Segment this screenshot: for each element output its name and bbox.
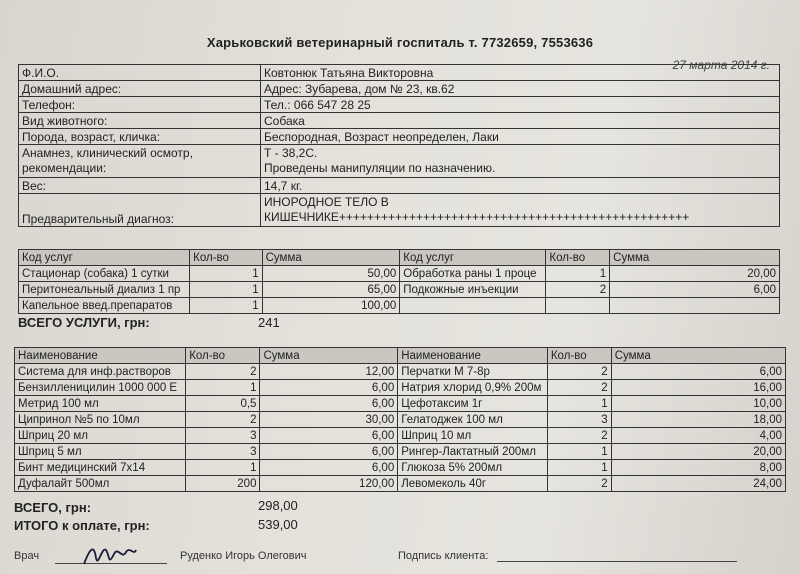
info-label: Ф.И.О. bbox=[19, 65, 261, 81]
table-cell: Шприц 20 мл bbox=[15, 428, 186, 444]
info-value: Адрес: Зубарева, дом № 23, кв.62 bbox=[261, 81, 780, 97]
grand-total-value: 539,00 bbox=[258, 517, 298, 532]
table-cell: Натрия хлорид 0,9% 200м bbox=[398, 380, 548, 396]
table-cell: Шприц 5 мл bbox=[15, 444, 186, 460]
table-cell: 3 bbox=[186, 444, 260, 460]
anamnesis-line-2: Проведены манипуляции по назначению. bbox=[264, 161, 496, 175]
services-total-label: ВСЕГО УСЛУГИ, грн: bbox=[18, 315, 150, 330]
services-total-value: 241 bbox=[258, 315, 280, 330]
column-header: Код услуг bbox=[19, 250, 190, 266]
column-header: Сумма bbox=[611, 348, 785, 364]
table-header bbox=[19, 250, 780, 266]
table-cell: Бинт медицинский 7х14 bbox=[15, 460, 186, 476]
table-cell: 16,00 bbox=[611, 380, 785, 396]
patient-info-table bbox=[18, 64, 780, 227]
info-label: Телефон: bbox=[19, 97, 261, 113]
table-cell: 1 bbox=[190, 282, 262, 298]
info-row bbox=[19, 81, 780, 97]
table-cell: 0,5 bbox=[186, 396, 260, 412]
table-cell: Бензилленицилин 1000 000 Е bbox=[15, 380, 186, 396]
table-row bbox=[15, 396, 786, 412]
materials-table bbox=[14, 347, 786, 492]
table-cell: 6,00 bbox=[260, 380, 398, 396]
table-cell: 6,00 bbox=[260, 428, 398, 444]
table-cell: 1 bbox=[186, 460, 260, 476]
column-header: Код услуг bbox=[400, 250, 546, 266]
table-cell: 18,00 bbox=[611, 412, 785, 428]
table-cell: 2 bbox=[547, 364, 611, 380]
table-cell: 2 bbox=[547, 428, 611, 444]
table-cell: 10,00 bbox=[611, 396, 785, 412]
table-cell: Глюкоза 5% 200мл bbox=[398, 460, 548, 476]
hospital-title: Харьковский ветеринарный госпиталь т. 7732659, 7553636 bbox=[206, 35, 594, 50]
table-cell: 2 bbox=[186, 364, 260, 380]
table-cell: 6,00 bbox=[260, 396, 398, 412]
info-row bbox=[19, 194, 780, 227]
table-row bbox=[19, 282, 780, 298]
table-cell: 6,00 bbox=[611, 364, 785, 380]
anamnesis-line-1: Т - 38,2С. bbox=[264, 146, 318, 160]
table-cell: Подкожные инъекции bbox=[400, 282, 546, 298]
info-value bbox=[261, 194, 780, 227]
materials-total-value: 298,00 bbox=[258, 498, 298, 513]
table-row bbox=[15, 476, 786, 492]
column-header: Кол-во bbox=[190, 250, 262, 266]
info-value: Собака bbox=[261, 113, 780, 129]
table-header bbox=[15, 348, 786, 364]
column-header: Сумма bbox=[260, 348, 398, 364]
column-header: Кол-во bbox=[186, 348, 260, 364]
table-cell: Ципринол №5 по 10мл bbox=[15, 412, 186, 428]
table-cell: Система для инф.растворов bbox=[15, 364, 186, 380]
table-row bbox=[19, 266, 780, 282]
table-cell: Левомеколь 40г bbox=[398, 476, 548, 492]
doctor-signature bbox=[80, 538, 140, 570]
table-row bbox=[15, 412, 786, 428]
info-row bbox=[19, 129, 780, 145]
table-cell: Обработка раны 1 проце bbox=[400, 266, 546, 282]
diagnosis-line-1: ИНОРОДНОЕ ТЕЛО В bbox=[264, 195, 389, 209]
info-row bbox=[19, 145, 780, 178]
table-cell: Перчатки М 7-8р bbox=[398, 364, 548, 380]
info-row bbox=[19, 97, 780, 113]
table-cell: Гелатоджек 100 мл bbox=[398, 412, 548, 428]
table-cell: 20,00 bbox=[610, 266, 780, 282]
table-cell bbox=[546, 298, 610, 314]
column-header: Кол-во bbox=[547, 348, 611, 364]
info-label: Вес: bbox=[19, 178, 261, 194]
column-header: Кол-во bbox=[546, 250, 610, 266]
info-row bbox=[19, 113, 780, 129]
table-cell: 6,00 bbox=[260, 444, 398, 460]
services-table bbox=[18, 249, 780, 314]
materials-total-label: ВСЕГО, грн: bbox=[14, 500, 92, 515]
grand-total-label: ИТОГО к оплате, грн: bbox=[14, 518, 150, 533]
table-cell: 120,00 bbox=[260, 476, 398, 492]
table-cell: 2 bbox=[546, 282, 610, 298]
client-signature-line bbox=[497, 561, 737, 562]
info-value: Беспородная, Возраст неопределен, Лаки bbox=[261, 129, 780, 145]
anamnesis-label: Анамнез, клинический осмотр, рекомендации: bbox=[22, 146, 193, 175]
info-value bbox=[261, 145, 780, 178]
table-cell: Капельное введ.препаратов bbox=[19, 298, 190, 314]
diagnosis-label: Предварительный диагноз: bbox=[22, 212, 174, 226]
info-row bbox=[19, 178, 780, 194]
table-cell: 1 bbox=[547, 460, 611, 476]
invoice-date: 27 марта 2014 г. bbox=[672, 58, 770, 72]
table-cell: 1 bbox=[190, 266, 262, 282]
table-cell: 50,00 bbox=[262, 266, 400, 282]
column-header: Сумма bbox=[610, 250, 780, 266]
table-row bbox=[15, 444, 786, 460]
table-cell: 1 bbox=[186, 380, 260, 396]
table-cell: Цефотаксим 1г bbox=[398, 396, 548, 412]
table-cell: 2 bbox=[186, 412, 260, 428]
table-cell: Метрид 100 мл bbox=[15, 396, 186, 412]
table-cell: 1 bbox=[190, 298, 262, 314]
doctor-label: Врач bbox=[14, 550, 40, 562]
table-cell: 65,00 bbox=[262, 282, 400, 298]
table-cell: 24,00 bbox=[611, 476, 785, 492]
table-cell: 6,00 bbox=[260, 460, 398, 476]
doctor-name: Руденко Игорь Олегович bbox=[180, 550, 307, 562]
table-row bbox=[15, 428, 786, 444]
info-label bbox=[19, 194, 261, 227]
table-cell: Перитонеальный диализ 1 пр bbox=[19, 282, 190, 298]
info-label: Порода, возраст, кличка: bbox=[19, 129, 261, 145]
table-cell: 100,00 bbox=[262, 298, 400, 314]
info-value: 14,7 кг. bbox=[261, 178, 780, 194]
table-row bbox=[15, 364, 786, 380]
table-cell: 1 bbox=[547, 444, 611, 460]
table-cell: 30,00 bbox=[260, 412, 398, 428]
client-signature-label: Подпись клиента: bbox=[398, 550, 489, 562]
info-label: Домашний адрес: bbox=[19, 81, 261, 97]
table-row bbox=[19, 298, 780, 314]
diagnosis-line-2: КИШЕЧНИКЕ++++++++++++++++++++++++++++++++++++++++++++++++++ bbox=[264, 210, 690, 224]
table-cell: Дуфалайт 500мл bbox=[15, 476, 186, 492]
info-value: Ковтонюк Татьяна Викторовна bbox=[261, 65, 780, 81]
table-cell bbox=[610, 298, 780, 314]
column-header: Наименование bbox=[15, 348, 186, 364]
table-cell: 4,00 bbox=[611, 428, 785, 444]
table-cell: Рингер-Лактатный 200мл bbox=[398, 444, 548, 460]
info-row bbox=[19, 65, 780, 81]
table-cell: 3 bbox=[547, 412, 611, 428]
table-cell: 3 bbox=[186, 428, 260, 444]
table-cell bbox=[400, 298, 546, 314]
table-cell: 20,00 bbox=[611, 444, 785, 460]
info-label: Вид животного: bbox=[19, 113, 261, 129]
table-row bbox=[15, 380, 786, 396]
column-header: Сумма bbox=[262, 250, 400, 266]
table-cell: 1 bbox=[546, 266, 610, 282]
table-cell: 12,00 bbox=[260, 364, 398, 380]
column-header: Наименование bbox=[398, 348, 548, 364]
info-value: Тел.: 066 547 28 25 bbox=[261, 97, 780, 113]
table-cell: Шприц 10 мл bbox=[398, 428, 548, 444]
table-cell: 8,00 bbox=[611, 460, 785, 476]
table-cell: 200 bbox=[186, 476, 260, 492]
table-cell: 2 bbox=[547, 476, 611, 492]
table-cell: Стационар (собака) 1 сутки bbox=[19, 266, 190, 282]
table-cell: 1 bbox=[547, 396, 611, 412]
table-cell: 6,00 bbox=[610, 282, 780, 298]
info-label bbox=[19, 145, 261, 178]
table-row bbox=[15, 460, 786, 476]
table-cell: 2 bbox=[547, 380, 611, 396]
